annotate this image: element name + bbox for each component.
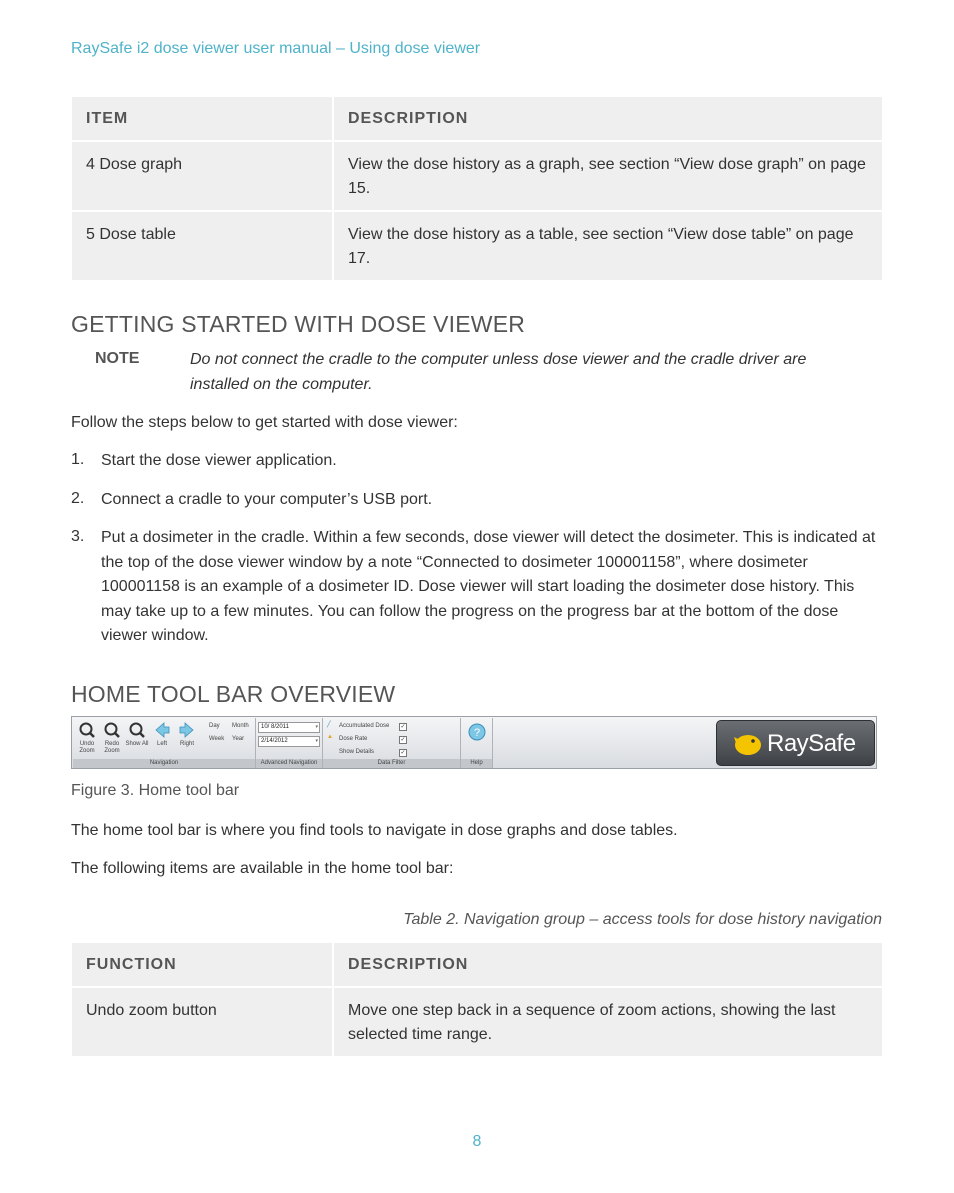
undo-zoom-icon [78,721,96,739]
paragraph: The home tool bar is where you find tools to navigate in dose graphs and dose tables. [71,822,678,839]
date-from-value: 10/ 8/2011 [261,724,289,730]
filter-label: Accumulated Dose [339,723,390,729]
figure-caption: Figure 3. Home tool bar [71,782,240,799]
right-button[interactable] [175,721,199,748]
running-header: RaySafe i2 dose viewer user manual – Using dose viewer [71,40,481,57]
group-label: Help [461,759,492,768]
date-to-value: 2/14/2012 [261,738,288,744]
chevron-down-icon: ▾ [315,738,318,744]
show-details-checkbox[interactable]: ✓ [400,750,406,756]
table-row [72,212,882,280]
advanced-navigation-group [256,718,323,768]
group-label: Advanced Navigation [256,759,322,768]
raysafe-bird-icon [731,729,765,757]
table-cell: View the dose history as a table, see section “View dose table” on page 17. [334,212,882,280]
table-caption: Table 2. Navigation group – access tools for dose history navigation [403,911,882,928]
left-button[interactable] [150,721,174,748]
accumulated-dose-icon: ╱ [327,722,331,728]
intro-paragraph: Follow the steps below to get started with dose viewer: [71,414,458,431]
navigation-table [70,941,884,1058]
dose-rate-checkbox[interactable]: ✓ [400,737,406,743]
month-button[interactable]: Month [232,723,249,729]
table-row [72,988,882,1056]
button-label: Left [156,741,167,747]
arrow-left-icon [153,721,171,739]
column-header: ITEM [72,97,332,140]
week-button[interactable]: Week [209,736,225,742]
column-header: FUNCTION [72,943,332,986]
home-toolbar-figure [71,716,877,769]
step-text: Start the dose viewer application. [101,452,337,469]
step-text: Connect a cradle to your computer’s USB port. [101,491,433,508]
step-number: 1. [71,451,85,468]
button-label: Show All [125,741,149,747]
help-group [461,718,493,768]
filter-label: Show Details [339,749,375,755]
table-cell: View the dose history as a graph, see section “View dose graph” on page 15. [334,142,882,210]
show-all-icon [128,721,146,739]
note-label: NOTE [95,350,140,367]
button-label: Undo Zoom [79,741,95,754]
column-header: DESCRIPTION [334,943,882,986]
section-heading: GETTING STARTED WITH DOSE VIEWER [71,311,526,337]
filter-label: Dose Rate [339,736,368,742]
raysafe-logo [716,720,875,766]
table-cell: 5 Dose table [72,212,332,280]
help-icon[interactable] [467,722,487,742]
chevron-down-icon: ▾ [315,724,318,730]
date-from-picker[interactable] [258,722,320,733]
step-number: 2. [71,490,85,507]
column-header: DESCRIPTION [334,97,882,140]
button-label: Redo Zoom [104,741,120,754]
redo-zoom-icon [103,721,121,739]
data-filter-group [323,718,461,768]
section-heading: HOME TOOL BAR OVERVIEW [71,681,396,707]
group-label: Navigation [73,759,255,768]
logo-text: RaySafe [767,730,856,757]
group-label: Data Filter [323,759,460,768]
table-cell: Undo zoom button [72,988,332,1056]
note-text: Do not connect the cradle to the computer unless dose viewer and the cradle driver are installed on the computer. [190,351,807,393]
day-button[interactable]: Day [209,723,220,729]
step-number: 3. [71,528,85,545]
paragraph: The following items are available in the home tool bar: [71,860,454,877]
redo-zoom-button[interactable] [100,721,124,755]
accumulated-dose-checkbox[interactable]: ✓ [400,724,406,730]
navigation-group [73,718,256,768]
button-label: Right [179,741,194,747]
arrow-right-icon [178,721,196,739]
table-header-row [72,97,882,140]
items-table [70,95,884,282]
table-cell: Move one step back in a sequence of zoom actions, showing the last selected time range. [334,988,882,1056]
step-text: Put a dosimeter in the cradle. Within a few seconds, dose viewer will detect the dosimeter. This is indicated at the top of the dose viewer window by a note “Connected to dosimeter 100001158”, where dosimeter 100001158 is an example of a dosimeter ID. Dose viewer will start loading the dosimeter dose history. This may take up to a few minutes. You can follow the progress on the progress bar at the bottom of the dose viewer window. [101,529,876,644]
table-row [72,142,882,210]
table-cell: 4 Dose graph [72,142,332,210]
year-button[interactable]: Year [232,736,245,742]
undo-zoom-button[interactable] [75,721,99,755]
date-to-picker[interactable] [258,736,320,747]
show-all-button[interactable] [125,721,149,748]
svg-text:?: ? [473,727,481,739]
table-header-row [72,943,882,986]
page-number: 8 [472,1133,482,1150]
dose-rate-icon: ▲ [327,734,333,740]
